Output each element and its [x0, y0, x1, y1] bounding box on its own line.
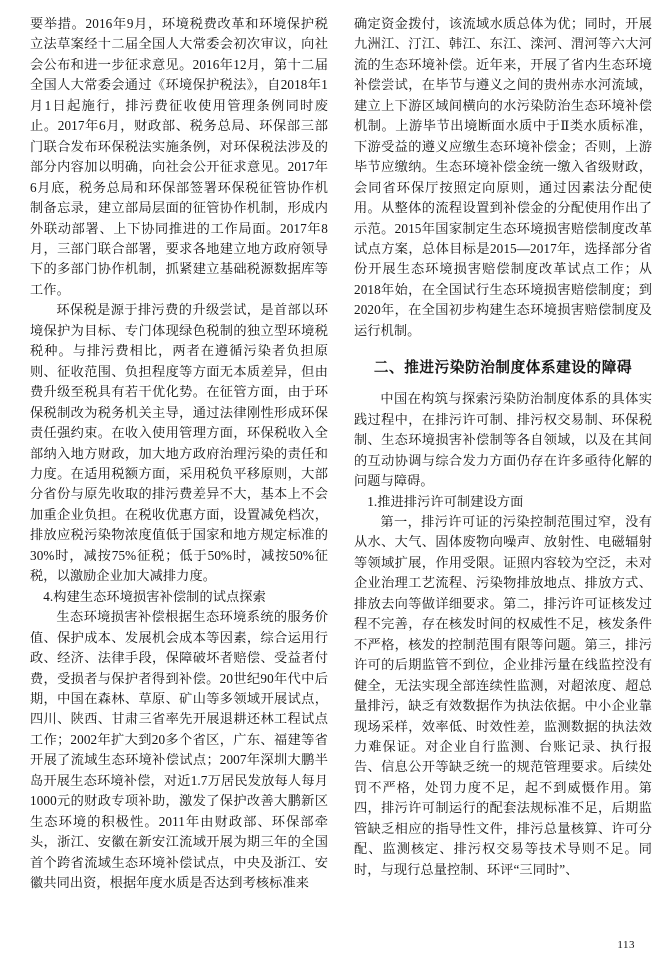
- left-column: [30, 14, 328, 914]
- paragraph: 中国在构筑与探索污染防治制度体系的具体实践过程中，在排污许可制、排污权交易制、环保税制、生态环境损害补偿制等各自领域，以及在其间的互动协调与综合发力方面仍存在许多亟待化解的问题与障碍。: [354, 391, 652, 489]
- two-column-layout: [30, 14, 652, 914]
- page-number: 113: [617, 939, 635, 951]
- subsection-heading: 4.构建生态环境损害补偿制的试点探索: [43, 588, 266, 604]
- section-heading: 二、推进污染防治制度体系建设的障碍: [373, 360, 633, 377]
- paragraph: 第一，排污许可证的污染控制范围过窄，没有从水、大气、固体废物向噪声、放射性、电磁辐射等领域扩展，作用受限。证照内容较为空泛，未对企业治理工艺流程、污染物排放地点、排放方式、排放去向等做详细要求。第二，排污许可证核发过程不完善，存在核发时间的权威性不足，核发条件不严格，核发的控制范围有限等问题。第三，排污许可的后期监管不到位，企业排污量在线监控没有健全，无法实现全部连续性监测，对超浓度、超总量排污，缺乏有效数据作为执法依据。中小企业靠现场采样，效率低、时效性差，监测数据的执法效力难保证。对企业自行监测、台账记录、执行报告、信息公开等缺乏统一的规范管理要求。后续处罚不严格，处罚力度不足，起不到威慑作用。第四，排污许可制运行的配套法规标准不足，后期监管缺乏相应的指导性文件，排污总量核算、许可分配、监测核定、排污权交易等技术导则不足。同时，与现行总量控制、环评“三同时”、: [354, 513, 652, 877]
- subsection-heading: 1.推进排污许可制建设方面: [367, 493, 524, 509]
- paragraph: 确定资金拨付，该流域水质总体为优；同时，开展九洲江、汀江、韩江、东江、滦河、渭河等六大河流的生态环境补偿。近年来，开展了省内生态环境补偿尝试，在毕节与遵义之间的贵州赤水河流域，建立上下游区域间横向的水污染防治生态环境补偿机制。上游毕节出境断面水质中于Ⅱ类水质标准，下游受益的遵义应缴生态环境补偿金；否则，上游毕节应缴纳。生态环境补偿金统一缴入省级财政，会同省环保厅按照定向原则，通过因素法分配使用。从整体的流程设置到补偿金的分配使用作出了示范。2015年国家制定生态环境损害赔偿制度改革试点方案，总体目标是2015—2017年，选择部分省份开展生态环境损害赔偿制度改革试点工作；从2018年始，在全国试行生态环境损害赔偿制度；到2020年，在全国初步构建生态环境损害赔偿制度及运行机制。: [354, 16, 652, 338]
- paragraph: 环保税是源于排污费的升级尝试，是首部以环境保护为目标、专门体现绿色税制的独立型环境税税种。与排污费相比，两者在遵循污染者负担原则、征收范围、负担程度等方面无本质差异，但由费升级至税具有若干优化势。在征管方面，由于环保税制改为税务机关主导，通过法律刚性形成环保责任强约束。在收入使用管理方面，环保税收入全部纳入地方财政，加大地方政府治理污染的责任和力度。在适用税额方面，采用税负平移原则，大部分省份与原先收取的排污费差异不大，基本上不会加重企业负担。在税收优惠方面，设置减免档次，排放应税污染物浓度值低于国家和地方规定标准的30%时，减按75%征税；低于50%时，减按50%征税，以激励企业加大减排力度。: [30, 302, 328, 584]
- paragraph: 要举措。2016年9月，环境税费改革和环境保护税立法草案经十二届全国人大常委会初次审议，向社会公布和进一步征求意见。2016年12月，第十二届全国人大常委会通过《环境保护税法》，自2018年1月1日起施行，排污费征收使用管理条例同时废止。2017年6月，财政部、税务总局、环保部三部门联合发布环保税法实施条例，对环保税法涉及的部分内容加以明确，向社会公开征求意见。2017年6月底，税务总局和环保部签署环保税征管协作机制备忘录，建立部局层面的征管协作机制，形成内外联动部署、上下协同推进的工作局面。2017年8月，三部门联合部署，要求各地建立地方政府领导下的多部门协作机制，抓紧建立基础税源数据库等工作。: [30, 16, 328, 297]
- paragraph: 生态环境损害补偿根据生态环境系统的服务价值、保护成本、发展机会成本等因素，综合运用行政、经济、法律手段，保障破坏者赔偿、受益者付费，受损者与保护者得到补偿。20世纪90年代中后期，中国在森林、草原、矿山等多领域开展试点，四川、陕西、甘肃三省率先开展退耕还林工程试点工作；2002年扩大到20多个省区，广东、福建等省开展了流域生态环境补偿试点；2007年深圳大鹏半岛开展生态环境补偿，对近1.7万居民发放每人每月1000元的财政专项补助，激发了保护改善大鹏新区生态环境的积极性。2011年由财政部、环保部牵头，浙江、安徽在新安江流域开展为期三年的全国首个跨省流域生态环境补偿试点，中央及浙江、安徽共同出资，根据年度水质是否达到考核标准来: [30, 609, 328, 891]
- right-column: [354, 14, 652, 914]
